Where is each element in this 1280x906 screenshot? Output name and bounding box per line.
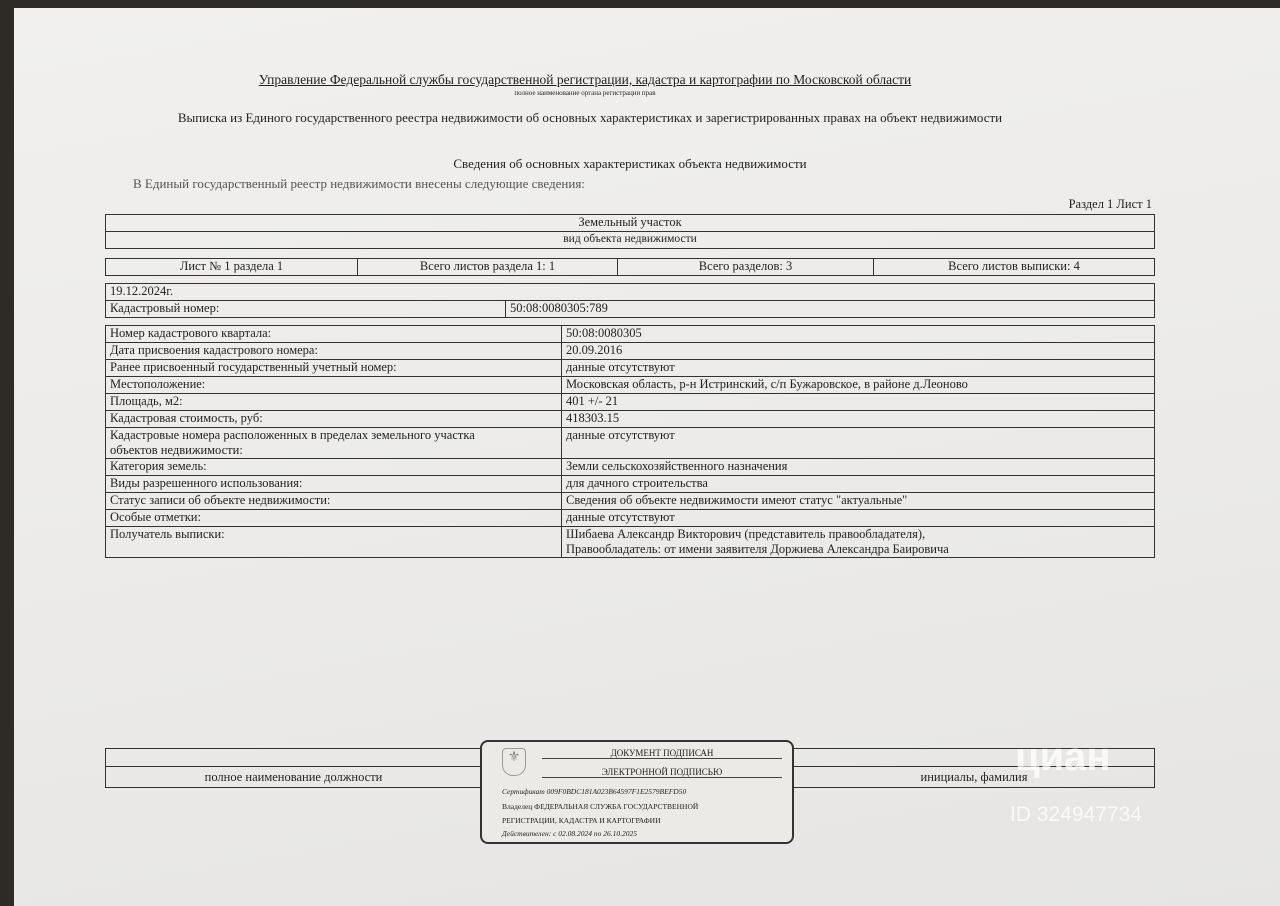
row-value: данные отсутствуют [562, 428, 1155, 459]
row-value: Сведения об объекте недвижимости имеют статус "актуальные" [562, 493, 1155, 510]
row-value: 418303.15 [562, 411, 1155, 428]
table-row [106, 377, 1155, 394]
sheet-number: Лист № 1 раздела 1 [106, 259, 358, 276]
row-value: данные отсутствуют [562, 360, 1155, 377]
table-row [106, 510, 1155, 527]
table-row [106, 428, 1155, 459]
row-label: Виды разрешенного использования: [106, 476, 562, 493]
sections-total: Всего разделов: 3 [618, 259, 874, 276]
sheets-total: Всего листов выписки: 4 [874, 259, 1155, 276]
intro-text: В Единый государственный реестр недвижимости внесены следующие сведения: [133, 176, 585, 191]
table-row [106, 527, 1155, 558]
table-row [106, 459, 1155, 476]
row-label: Площадь, м2: [106, 394, 562, 411]
stamp-validity: Действителен: с 02.08.2024 по 26.10.2025 [502, 829, 637, 838]
stamp-owner: Владелец ФЕДЕРАЛЬНАЯ СЛУЖБА ГОСУДАРСТВЕННОЙ РЕГИСТРАЦИИ, КАДАСТРА И КАРТОГРАФИИ [502, 802, 699, 825]
row-value: Московская область, р-н Истринский, с/п Бужаровское, в районе д.Леоново [562, 377, 1155, 394]
sheets-table [105, 258, 1155, 276]
e-signature-stamp [480, 740, 794, 844]
watermark-id: ID 324947734 [1010, 803, 1142, 826]
emblem-icon: ⚜ [502, 748, 526, 776]
row-label: Номер кадастрового квартала: [106, 326, 562, 343]
cadastral-value: 50:08:0080305:789 [506, 301, 1155, 318]
row-label: Дата присвоения кадастрового номера: [106, 343, 562, 360]
initials-caption: инициалы, фамилия [794, 767, 1155, 788]
document-title: Выписка из Единого государственного реестра недвижимости об основных характеристиках и зарегистрированных правах на объект недвижимости [177, 110, 1003, 125]
position-caption: полное наименование должности [106, 767, 482, 788]
object-type-table [105, 214, 1155, 249]
table-row [106, 411, 1155, 428]
authority-caption: полное наименование органа регистрации прав [514, 89, 656, 97]
table-row [106, 343, 1155, 360]
watermark-brand: циан [1015, 735, 1111, 779]
row-label: Ранее присвоенный государственный учетный номер: [106, 360, 562, 377]
stamp-certificate: Сертификат 009F0BDC181A023B64597F1E2579BEFD50 [502, 787, 687, 796]
row-value: для дачного строительства [562, 476, 1155, 493]
date-table [105, 283, 1155, 318]
row-value: 50:08:0080305 [562, 326, 1155, 343]
row-label: Кадастровые номера расположенных в пределах земельного участка объектов недвижимости: [106, 428, 562, 459]
table-row [106, 326, 1155, 343]
table-row [106, 476, 1155, 493]
cadastral-label: Кадастровый номер: [106, 301, 506, 318]
row-label: Категория земель: [106, 459, 562, 476]
row-value: 401 +/- 21 [562, 394, 1155, 411]
row-value: данные отсутствуют [562, 510, 1155, 527]
characteristics-table [105, 325, 1155, 558]
row-label: Особые отметки: [106, 510, 562, 527]
sheets-in-section: Всего листов раздела 1: 1 [358, 259, 618, 276]
section-subtitle: Сведения об основных характеристиках объекта недвижимости [453, 156, 807, 171]
extract-date: 19.12.2024г. [106, 284, 1155, 301]
stamp-line1: ДОКУМЕНТ ПОДПИСАН [542, 748, 782, 759]
row-label: Местоположение: [106, 377, 562, 394]
stamp-line2: ЭЛЕКТРОННОЙ ПОДПИСЬЮ [542, 767, 782, 778]
authority-name: Управление Федеральной службы государственной регистрации, кадастра и картографии по Московской области [258, 72, 912, 87]
row-label: Получатель выписки: [106, 527, 562, 558]
table-row [106, 493, 1155, 510]
row-label: Кадастровая стоимость, руб: [106, 411, 562, 428]
row-value: 20.09.2016 [562, 343, 1155, 360]
row-value: Шибаева Александр Викторович (представитель правообладателя), Правообладатель: от имени заявителя Доржиева Александра Баировича [562, 527, 1155, 558]
row-label: Статус записи об объекте недвижимости: [106, 493, 562, 510]
table-row [106, 360, 1155, 377]
table-row [106, 394, 1155, 411]
object-type: Земельный участок [106, 215, 1155, 232]
section-sheet: Раздел 1 Лист 1 [1068, 197, 1152, 211]
row-value: Земли сельскохозяйственного назначения [562, 459, 1155, 476]
object-type-caption: вид объекта недвижимости [106, 232, 1155, 249]
